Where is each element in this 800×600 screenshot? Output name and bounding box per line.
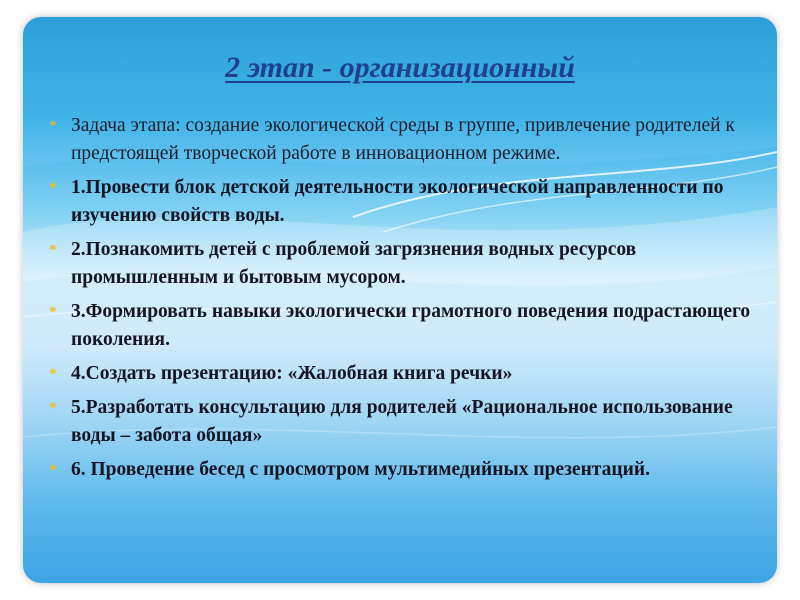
list-item-text: 3.Формировать навыки экологически грамотного поведения подрастающего поколения. <box>71 301 751 350</box>
list-item <box>49 112 751 168</box>
star-bullet-icon: * <box>49 400 57 416</box>
star-bullet-icon: * <box>49 462 57 478</box>
list-item <box>49 394 751 450</box>
star-bullet-icon: * <box>49 304 57 320</box>
slide <box>23 17 777 583</box>
star-bullet-icon: * <box>49 242 57 258</box>
list-item-text: 5.Разработать консультацию для родителей «Рациональное использование воды – забота общая» <box>71 397 733 446</box>
star-bullet-icon: * <box>49 366 57 382</box>
list-item-text: 6. Проведение бесед с просмотром мультимедийных презентаций. <box>71 459 650 480</box>
star-bullet-icon: * <box>49 180 57 196</box>
slide-title: 2 этап - организационный <box>225 51 575 84</box>
list-item-text: 1.Провести блок детской деятельности экологической направленности по изучению свойств воды. <box>71 177 724 226</box>
list-item <box>49 298 751 354</box>
list-item <box>49 456 751 484</box>
list-item <box>49 236 751 292</box>
list-item <box>49 360 751 388</box>
list-item-text: 4.Создать презентацию: «Жалобная книга речки» <box>71 363 513 384</box>
star-bullet-icon: * <box>49 118 57 134</box>
list-item-text: 2.Познакомить детей с проблемой загрязнения водных ресурсов промышленным и бытовым мусором. <box>71 239 637 288</box>
task-list <box>49 112 751 490</box>
list-item <box>49 174 751 230</box>
list-item-text: Задача этапа: создание экологической среды в группе, привлечение родителей к предстоящей творческой работе в инновационном режиме. <box>71 115 735 164</box>
